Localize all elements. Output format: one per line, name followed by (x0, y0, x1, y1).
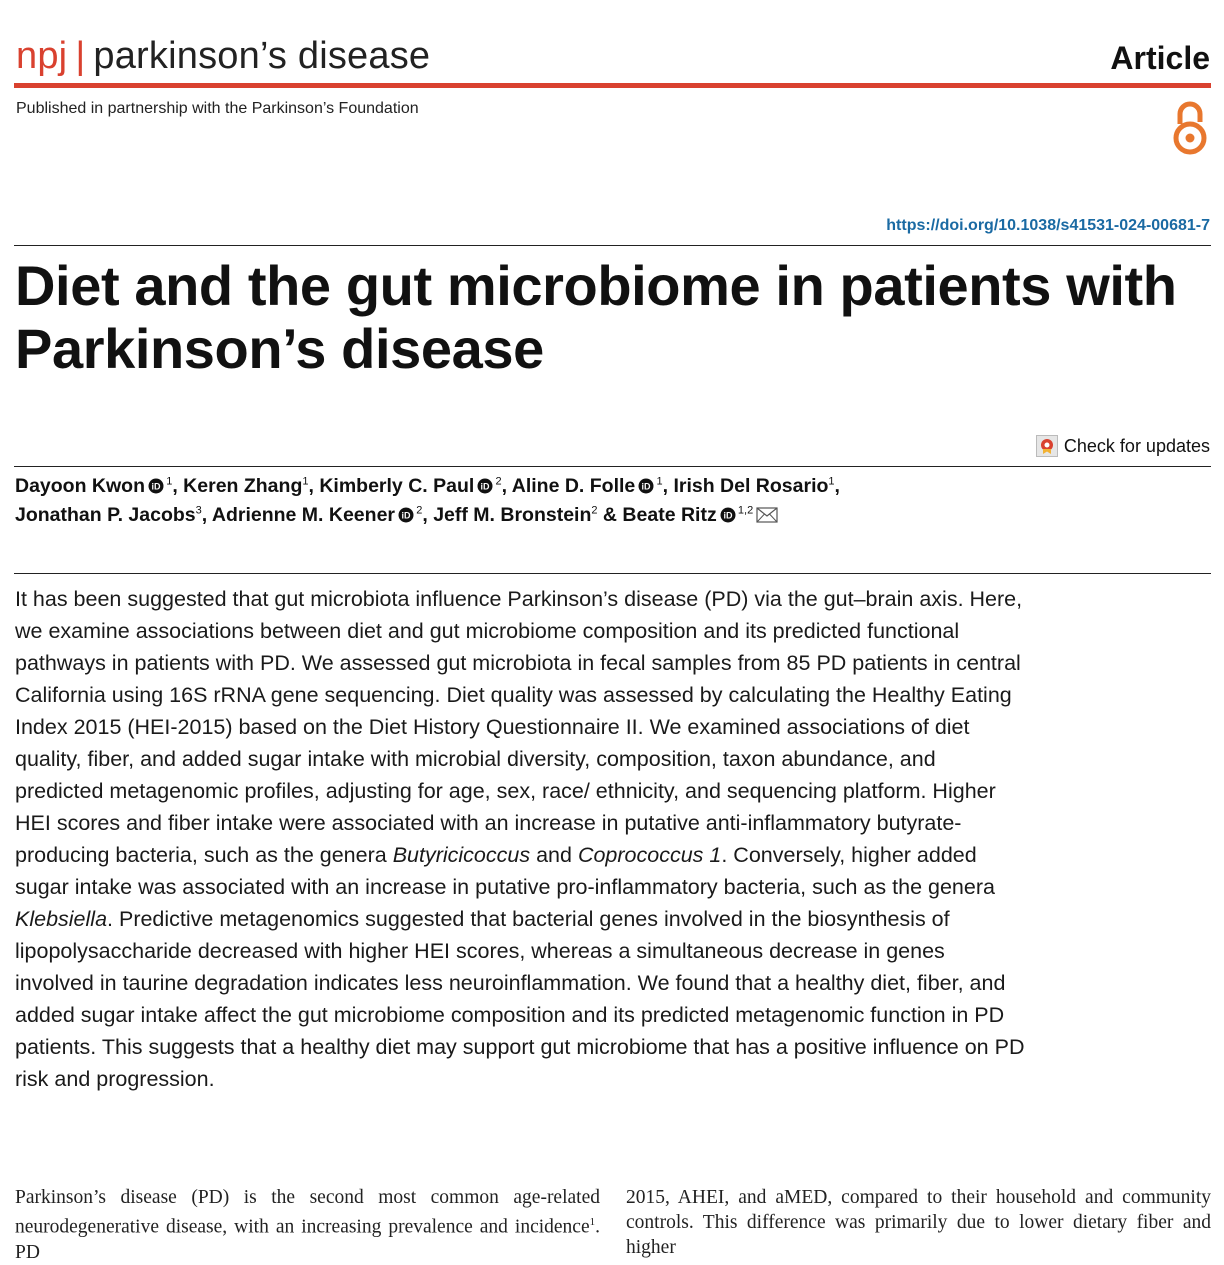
journal-separator: | (75, 35, 86, 77)
check-for-updates-label: Check for updates (1063, 435, 1210, 456)
journal-prefix: npj (16, 35, 68, 77)
author-separator: , (201, 504, 212, 526)
author (673, 475, 840, 497)
envelope-icon[interactable] (756, 503, 778, 519)
author (433, 504, 622, 526)
author-name[interactable]: Aline D. Folle (511, 475, 636, 497)
divider (14, 466, 1211, 467)
svg-text:iD: iD (723, 510, 733, 521)
author-name[interactable]: Adrienne M. Keener (211, 504, 396, 526)
abstract-text: and (530, 843, 578, 867)
author-separator: , (172, 475, 184, 497)
doi-link[interactable]: https://doi.org/10.1038/s41531-024-00681-7 (886, 217, 1210, 234)
author-separator: & (597, 504, 623, 526)
orcid-icon[interactable] (398, 503, 414, 519)
body-column-right: 2015, AHEI, and aMED, compared to their household and community controls. This difference was primarily due to lower dietary fiber and higher (626, 1187, 1211, 1258)
orcid-icon[interactable] (477, 474, 493, 490)
affiliation-marker: 2 (414, 504, 423, 517)
affiliation-marker: 1 (164, 475, 173, 488)
journal-title: parkinson’s disease (93, 35, 431, 77)
reference-marker[interactable]: 1 (589, 1216, 596, 1228)
affiliation-marker: 1 (654, 475, 663, 488)
svg-text:iD: iD (641, 481, 651, 492)
abstract (15, 583, 1025, 1095)
svg-text:iD: iD (401, 510, 411, 521)
author-separator: , (501, 475, 512, 497)
orcid-icon[interactable] (638, 474, 654, 490)
abstract-text: . Predictive metagenomics suggested that bacterial genes involved in the biosynthesis of lipopolysaccharide decreased with higher HEI scores, whereas a simultaneous decrease in genes involved in taurine degradation indicates less neuroinflammation. We found that a healthy diet, fiber, and added sugar intake affect the gut microbiome composition and its predicted metagenomic function in PD patients. This suggests that a healthy diet may support gut microbiome that has a positive influence on PD risk and progression. (15, 907, 1025, 1091)
orcid-icon[interactable] (148, 474, 164, 490)
author-separator: , (308, 475, 320, 497)
author-separator: , (422, 504, 434, 526)
affiliation-marker: 1,2 (735, 504, 754, 517)
author (15, 504, 212, 526)
partnership-line: Published in partnership with the Parkinson’s Foundation (16, 100, 419, 117)
author-list (15, 472, 1135, 530)
author-name[interactable]: Beate Ritz (622, 504, 717, 526)
affiliation-marker: 1 (302, 475, 309, 488)
author-name[interactable]: Jonathan P. Jacobs (15, 504, 196, 526)
open-access-lock-icon (1170, 98, 1210, 158)
author (183, 475, 319, 497)
affiliation-marker: 1 (828, 475, 835, 488)
author (212, 504, 433, 526)
abstract-text: It has been suggested that gut microbiota influence Parkinson’s disease (PD) via the gut–brain axis. Here, we examine associations between diet and gut microbiome composition and its predicted functional pathways in patients with PD. We assessed gut microbiota in fecal samples from 85 PD patients in central California using 16S rRNA gene sequencing. Diet quality was assessed by calculating the Healthy Eating Index 2015 (HEI-2015) based on the Diet History Questionnaire II. We examined associations of diet quality, fiber, and added sugar intake with microbial diversity, composition, taxon abundance, and predicted metagenomic profiles, adjusting for age, sex, race/ ethnicity, and sequencing platform. Higher HEI scores and fiber intake were associated with an increase in putative anti-inflammatory butyrate-producing bacteria, such as the genera (15, 587, 1023, 867)
svg-text:iD: iD (480, 481, 490, 492)
author (622, 504, 778, 526)
author-separator: , (834, 475, 840, 497)
body-text: Parkinson’s disease (PD) is the second most common age-related neurodegenerative disease, with an increasing prevalence and incidence (15, 1187, 600, 1238)
affiliation-marker: 2 (591, 504, 598, 517)
crossmark-icon (1036, 435, 1058, 457)
author (512, 475, 674, 497)
author (319, 475, 511, 497)
author-separator: , (662, 475, 674, 497)
body-text: . PD (15, 1216, 600, 1263)
taxon-name: Coprococcus 1 (577, 843, 722, 867)
affiliation-marker: 3 (195, 504, 202, 517)
author-name[interactable]: Keren Zhang (183, 475, 303, 497)
article-type-label: Article (1110, 40, 1210, 76)
author-name[interactable]: Kimberly C. Paul (319, 475, 475, 497)
divider (14, 573, 1211, 574)
taxon-name: Klebsiella (15, 907, 108, 931)
header-rule (14, 83, 1211, 88)
divider (14, 245, 1211, 246)
author-name[interactable]: Jeff M. Bronstein (433, 504, 592, 526)
svg-text:iD: iD (151, 481, 161, 492)
author (15, 475, 183, 497)
author-name[interactable]: Dayoon Kwon (15, 475, 145, 497)
abstract-text: . Conversely, higher added sugar intake was associated with an increase in putative pro-inflammatory bacteria, such as the genera (15, 843, 995, 899)
affiliation-marker: 2 (493, 475, 502, 488)
orcid-icon[interactable] (720, 503, 736, 519)
article-title: Diet and the gut microbiome in patients with Parkinson’s disease (15, 254, 1177, 380)
check-for-updates-button[interactable] (1036, 434, 1210, 458)
taxon-name: Butyricicoccus (392, 843, 531, 867)
journal-name (16, 34, 430, 78)
author-name[interactable]: Irish Del Rosario (673, 475, 829, 497)
body-column-left (15, 1185, 600, 1265)
